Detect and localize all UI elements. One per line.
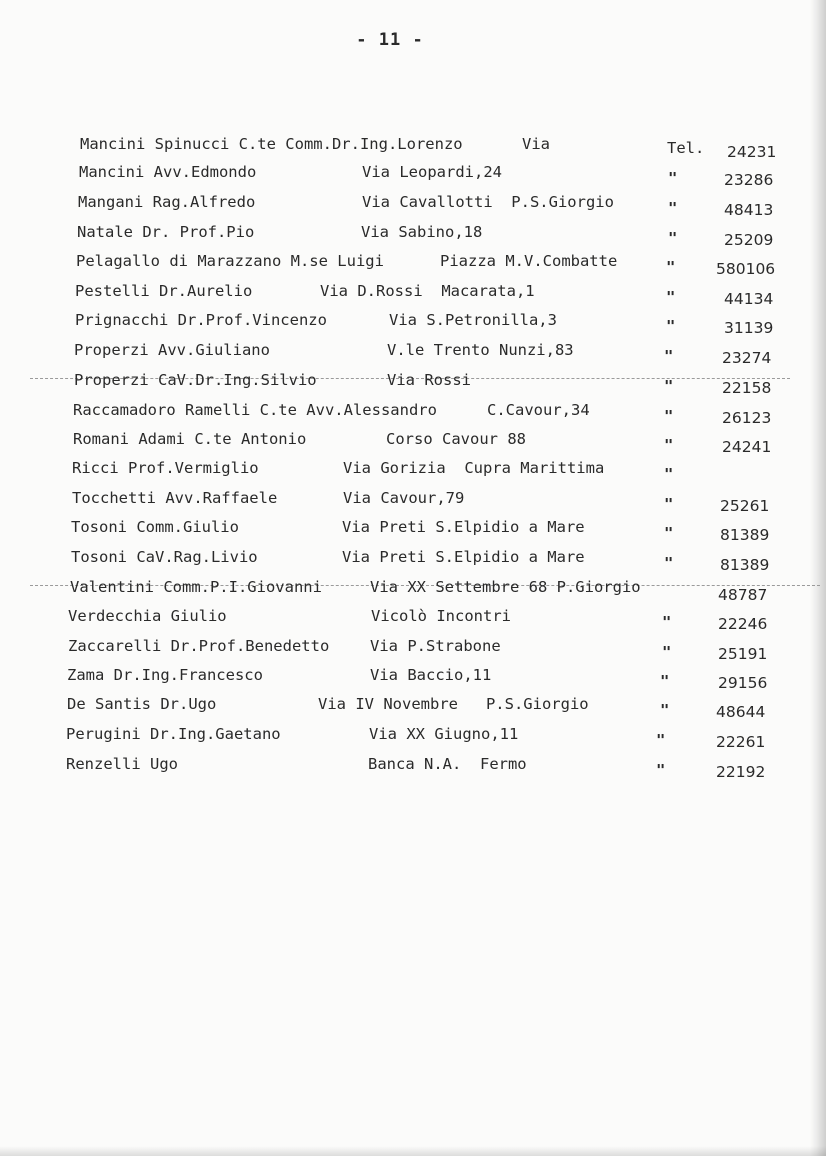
entry-name: Renzelli Ugo [66, 755, 178, 773]
directory-entry [0, 368, 826, 397]
ditto-mark: " [664, 524, 674, 542]
entry-name: Properzi Avv.Giuliano [74, 341, 270, 359]
tel-label: Tel. [667, 139, 705, 157]
ditto-mark: " [664, 436, 674, 454]
entry-phone: 81389 [720, 526, 770, 544]
entry-name: Raccamadoro Ramelli C.te Avv.Alessandro [73, 401, 437, 419]
entry-phone: 29156 [718, 674, 768, 692]
entry-address: Via Baccio,11 [370, 666, 492, 684]
entry-phone: 48787 [718, 586, 768, 604]
entry-phone: 22246 [718, 615, 768, 633]
entry-name: Verdecchia Giulio [68, 607, 227, 625]
entry-name: Prignacchi Dr.Prof.Vincenzo [75, 311, 327, 329]
ditto-mark: " [656, 761, 666, 779]
entry-address: Via D.Rossi Macarata,1 [320, 282, 535, 300]
entry-phone: 22158 [722, 379, 772, 397]
directory-entry [0, 190, 826, 219]
ditto-mark: " [660, 701, 670, 719]
entry-address: Corso Cavour 88 [386, 430, 526, 448]
entry-name: Tosoni Comm.Giulio [71, 518, 239, 536]
entry-address: Via Cavallotti P.S.Giorgio [362, 193, 614, 211]
entry-phone: 25209 [724, 231, 774, 249]
directory-entry [0, 663, 826, 692]
entry-name: Ricci Prof.Vermiglio [72, 459, 259, 477]
ditto-mark: " [668, 229, 678, 247]
directory-entry [0, 604, 826, 633]
entry-address: Via XX Giugno,11 [369, 725, 519, 743]
ditto-mark: " [664, 465, 674, 483]
entry-phone: 24241 [722, 438, 772, 456]
ditto-mark: " [664, 554, 674, 572]
entry-name: Tosoni CaV.Rag.Livio [71, 548, 258, 566]
page-number: - 11 - [356, 30, 424, 50]
entry-name: Pestelli Dr.Aurelio [75, 282, 253, 300]
entry-phone: 24231 [727, 143, 777, 161]
directory-entry [0, 486, 826, 515]
ditto-mark: " [668, 169, 678, 187]
entry-address: V.le Trento Nunzi,83 [387, 341, 574, 359]
entry-address: Via P.Strabone [370, 637, 501, 655]
entry-address: Via Rossi [387, 371, 471, 389]
ditto-mark: " [664, 377, 674, 395]
directory-entry [0, 338, 826, 367]
entry-phone: 48644 [716, 703, 766, 721]
entry-phone: 22261 [716, 733, 766, 751]
ditto-mark: " [664, 407, 674, 425]
entry-name: Properzi CaV.Dr.Ing.Silvio [74, 371, 317, 389]
entry-phone: 48413 [724, 201, 774, 219]
entry-address: Via Preti S.Elpidio a Mare [342, 548, 585, 566]
entry-name: Zama Dr.Ing.Francesco [67, 666, 263, 684]
entry-address: Vicolò Incontri [371, 607, 511, 625]
directory-entry [0, 575, 826, 604]
entry-name: De Santis Dr.Ugo [67, 695, 217, 713]
entry-phone: 25261 [720, 497, 770, 515]
directory-entry [0, 692, 826, 721]
entry-address: Via XX Settembre 68 P.Giorgio [370, 578, 641, 596]
entry-phone: 31139 [724, 319, 774, 337]
entry-address: Via [522, 135, 550, 153]
ditto-mark: " [666, 317, 676, 335]
entry-address: Via S.Petronilla,3 [389, 311, 557, 329]
entry-name: Mancini Avv.Edmondo [79, 163, 257, 181]
directory-entry [0, 456, 826, 483]
entry-address: Via Sabino,18 [361, 223, 483, 241]
directory-entry [0, 160, 826, 189]
directory-entry [0, 545, 826, 574]
ditto-mark: " [656, 731, 666, 749]
directory-entry [0, 634, 826, 663]
entry-phone: 44134 [724, 290, 774, 308]
entry-address: Via Leopardi,24 [362, 163, 502, 181]
ditto-mark: " [664, 347, 674, 365]
entry-name: Zaccarelli Dr.Prof.Benedetto [68, 637, 330, 655]
entry-address: Piazza M.V.Combatte [440, 252, 618, 270]
entry-phone: 26123 [722, 409, 772, 427]
directory-entry [0, 249, 826, 278]
entry-name: Mancini Spinucci C.te Comm.Dr.Ing.Lorenzo [80, 135, 463, 153]
entry-name: Perugini Dr.Ing.Gaetano [66, 725, 281, 743]
entry-phone: 25191 [718, 645, 768, 663]
entry-phone: 81389 [720, 556, 770, 574]
entry-name: Pelagallo di Marazzano M.se Luigi [76, 252, 384, 270]
ditto-mark: " [668, 199, 678, 217]
entry-phone: 580106 [716, 260, 776, 278]
ditto-mark: " [662, 613, 672, 631]
ditto-mark: " [666, 258, 676, 276]
entry-phone: 23274 [722, 349, 772, 367]
entry-phone: 23286 [724, 171, 774, 189]
entry-name: Mangani Rag.Alfredo [78, 193, 256, 211]
ditto-mark: " [664, 495, 674, 513]
directory-entry [0, 722, 826, 751]
ditto-mark: " [662, 643, 672, 661]
directory-entry [0, 220, 826, 249]
directory-entry [0, 752, 826, 781]
directory-entry [0, 279, 826, 308]
entry-address: Via Preti S.Elpidio a Mare [342, 518, 585, 536]
directory-entry [0, 308, 826, 337]
entry-name: Romani Adami C.te Antonio [73, 430, 307, 448]
entry-name: Valentini Comm.P.I.Giovanni [70, 578, 322, 596]
directory-entry [0, 427, 826, 456]
entry-phone: 22192 [716, 763, 766, 781]
ditto-mark: " [666, 288, 676, 306]
entry-address: Banca N.A. Fermo [368, 755, 527, 773]
entry-address: Via Gorizia Cupra Marittima [343, 459, 605, 477]
entry-address: Via IV Novembre P.S.Giorgio [318, 695, 589, 713]
entry-address: Via Cavour,79 [343, 489, 465, 507]
entry-name: Tocchetti Avv.Raffaele [72, 489, 278, 507]
entry-address: C.Cavour,34 [487, 401, 590, 419]
ditto-mark: " [660, 672, 670, 690]
directory-entry [0, 132, 826, 161]
directory-entry [0, 398, 826, 427]
directory-entry [0, 515, 826, 544]
entry-name: Natale Dr. Prof.Pio [77, 223, 255, 241]
